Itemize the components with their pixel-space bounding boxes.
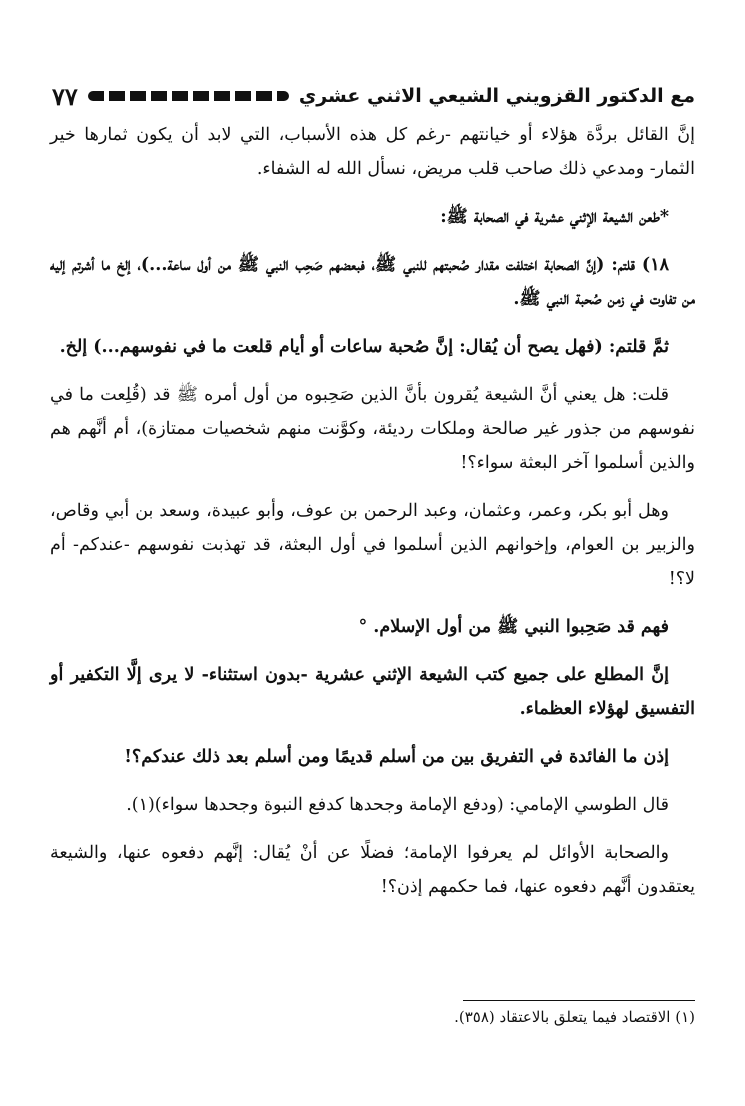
paragraph: ١٨) قلتم: (إنَّ الصحابة اختلفت مقدار صُحبتهم للنبي ﷺ، فبعضهم صَحِب النبي ﷺ من أول ساعة...)، إلخ ما أشرتم إليه من تفاوت في زمن صُحبة النبي ﷺ. xyxy=(50,255,695,309)
paragraph: إنَّ المطلع على جميع كتب الشيعة الإثني عشرية -بدون استثناء- لا يرى إلَّا التكفير أو التفسيق لهؤلاء العظماء. xyxy=(50,665,695,719)
paragraph: والصحابة الأوائل لم يعرفوا الإمامة؛ فضلًا عن أنْ يُقال: إنَّهم دفعوه عنها، والشيعة يعتقدون أنَّهم دفعوه عنها، فما حكمهم إذن؟! xyxy=(50,843,695,897)
paragraph: وهل أبو بكر، وعمر، وعثمان، وعبد الرحمن بن عوف، وأبو عبيدة، وسعد بن أبي وقاص، والزبير بن العوام، وإخوانهم الذين أسلموا في أول البعثة، قد تهذبت نفوسهم -عندكم- أم لا؟! xyxy=(50,501,695,589)
page-body xyxy=(50,118,695,918)
section-heading: *طعن الشيعة الإثني عشرية في الصحابة ﷺ: xyxy=(440,207,669,227)
running-title: مع الدكتور القزويني الشيعي الاثني عشري xyxy=(298,85,695,107)
footnote-separator xyxy=(463,1000,695,1001)
page-header xyxy=(52,76,695,116)
paragraph: قال الطوسي الإمامي: (ودفع الإمامة وجحدها كدفع النبوة وجحدها سواء)(١). xyxy=(126,795,669,815)
paragraph: فهم قد صَحِبوا النبي ﷺ من أول الإسلام. ° xyxy=(358,617,669,637)
page-number: ٧٧ xyxy=(52,81,78,111)
paragraph: قلت: هل يعني أنَّ الشيعة يُقرون بأنَّ الذين صَحِبوه من أول أمره ﷺ قد (قُلِعت ما في نفوسهم من جذور غير صالحة وملكات رديئة، وكوَّنت منهم شخصيات ممتازة)، أم أنَّهم هم والذين أسلموا آخر البعثة سواء؟! xyxy=(50,385,695,473)
paragraph: إذن ما الفائدة في التفريق بين من أسلم قديمًا ومن أسلم بعد ذلك عندكم؟! xyxy=(124,747,669,767)
footnote: (١) الاقتصاد فيما يتعلق بالاعتقاد (٣٥٨). xyxy=(454,1008,695,1026)
paragraph: ثمَّ قلتم: (فهل يصح أن يُقال: إنَّ صُحبة ساعات أو أيام قلعت ما في نفوسهم...) إلخ. xyxy=(59,337,669,357)
header-ornament xyxy=(88,91,289,101)
paragraph: إنَّ القائل بردَّة هؤلاء أو خيانتهم -رغم كل هذه الأسباب، التي لابد أن يكون ثمارها خير الثمار- ومدعي ذلك صاحب قلب مريض، نسأل الله له الشفاء. xyxy=(50,125,695,179)
